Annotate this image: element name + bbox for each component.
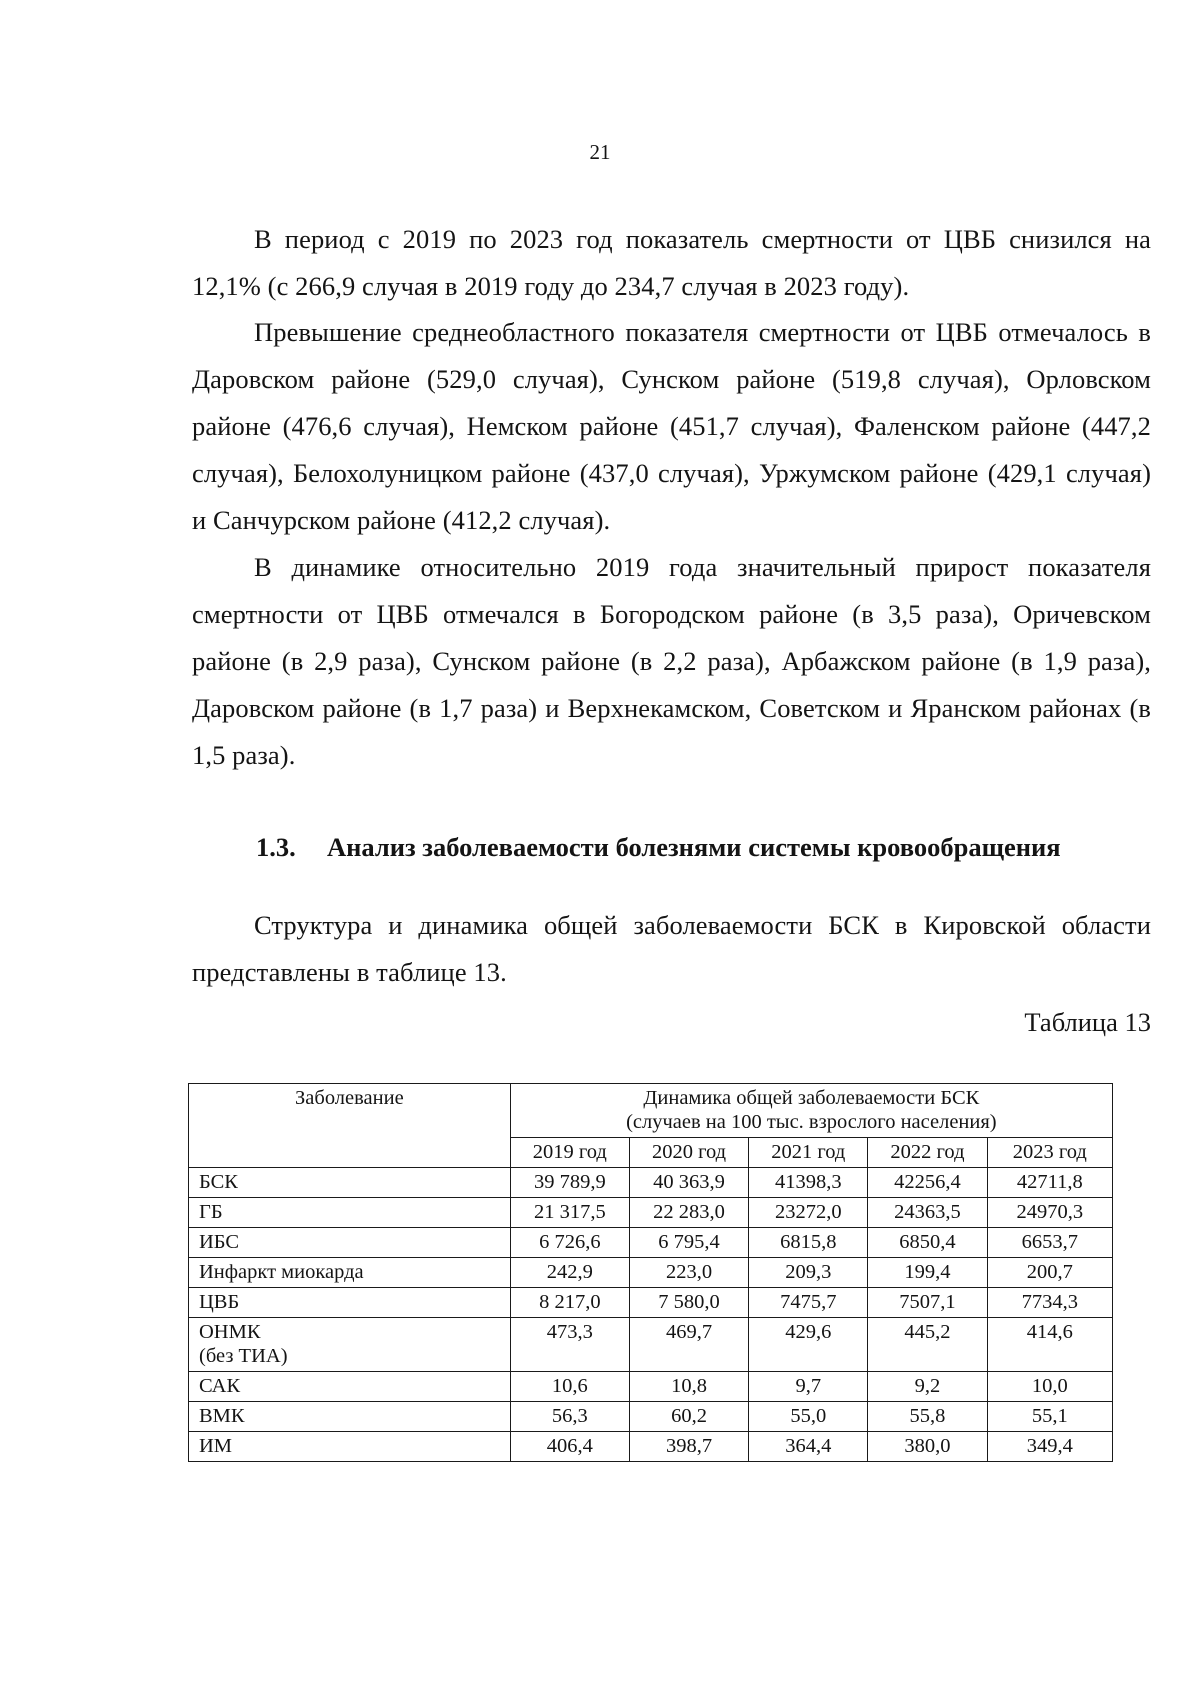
value-cell: 42711,8 [987,1168,1112,1198]
value-cell: 7507,1 [868,1288,987,1318]
disease-name-cell [189,1432,511,1462]
disease-name: ИМ [199,1435,233,1457]
table-row [189,1372,1113,1402]
value-cell: 39 789,9 [510,1168,629,1198]
value-cell: 10,6 [510,1372,629,1402]
value-cell: 56,3 [510,1402,629,1432]
value-cell: 7 580,0 [629,1288,748,1318]
value-cell: 24970,3 [987,1198,1112,1228]
column-header-year: 2021 год [749,1138,868,1168]
table-row [189,1168,1113,1198]
disease-name-cell [189,1168,511,1198]
value-cell: 10,8 [629,1372,748,1402]
disease-name-cell [189,1198,511,1228]
section-title: Анализ заболеваемости болезнями системы кровообращения [327,832,1061,862]
paragraph-mortality-excess-districts: Превышение среднеобластного показателя смертности от ЦВБ отмечалось в Даровском районе (529,0 случая), Сунском районе (519,8 случая), Орловском районе (476,6 случая), Немском районе (451,7 случая), Фаленском районе (447,2 случая), Белохолуницком районе (437,0 случая), Уржумском районе (429,1 случая) и Санчурском районе (412,2 случая). [192,317,1151,535]
column-header-group-line2: (случаев на 100 тыс. взрослого населения) [626,1111,997,1133]
table-row [189,1432,1113,1462]
disease-name-cell [189,1228,511,1258]
value-cell: 24363,5 [868,1198,987,1228]
column-header-group-line1: Динамика общей заболеваемости БСК [643,1087,980,1109]
column-header-year: 2019 год [510,1138,629,1168]
table-row [189,1288,1113,1318]
disease-name: ОНМК [199,1321,261,1343]
disease-name-cell [189,1258,511,1288]
value-cell: 40 363,9 [629,1168,748,1198]
value-cell: 9,2 [868,1372,987,1402]
table-body [189,1168,1113,1462]
disease-name: ГБ [199,1201,223,1223]
value-cell: 445,2 [868,1318,987,1372]
table-row [189,1228,1113,1258]
disease-name-cell [189,1318,511,1372]
value-cell: 349,4 [987,1432,1112,1462]
disease-name: ИБС [199,1231,240,1253]
value-cell: 41398,3 [749,1168,868,1198]
value-cell: 9,7 [749,1372,868,1402]
paragraph-mortality-growth-districts: В динамике относительно 2019 года значительный прирост показателя смертности от ЦВБ отмечался в Богородском районе (в 3,5 раза), Оричевском районе (в 2,9 раза), Сунском районе (в 2,2 раза), Арбажском районе (в 1,9 раза), Даровском районе (в 1,7 раза) и Верхнекамском, Советском и Яранском районах (в 1,5 раза). [192,552,1151,770]
disease-name: ВМК [199,1405,245,1427]
value-cell: 406,4 [510,1432,629,1462]
value-cell: 6815,8 [749,1228,868,1258]
value-cell: 242,9 [510,1258,629,1288]
value-cell: 429,6 [749,1318,868,1372]
column-header-disease: Заболевание [189,1084,511,1168]
value-cell: 55,0 [749,1402,868,1432]
paragraph-table-intro: Структура и динамика общей заболеваемости БСК в Кировской области представлены в таблице 13. [192,910,1151,987]
value-cell: 8 217,0 [510,1288,629,1318]
table-row [189,1402,1113,1432]
table-row [189,1318,1113,1372]
value-cell: 22 283,0 [629,1198,748,1228]
paragraph-mortality-decline: В период с 2019 по 2023 год показатель смертности от ЦВБ снизился на 12,1% (с 266,9 случая в 2019 году до 234,7 случая в 2023 году). [192,224,1151,301]
section-heading [256,827,1156,867]
value-cell: 380,0 [868,1432,987,1462]
value-cell: 209,3 [749,1258,868,1288]
disease-name: САК [199,1375,241,1397]
value-cell: 473,3 [510,1318,629,1372]
disease-name: Инфаркт миокарда [199,1261,364,1283]
value-cell: 6850,4 [868,1228,987,1258]
disease-name-note: (без ТИА) [199,1345,288,1367]
value-cell: 60,2 [629,1402,748,1432]
disease-name-cell [189,1288,511,1318]
column-header-group [510,1084,1112,1138]
column-header-year: 2020 год [629,1138,748,1168]
value-cell: 55,1 [987,1402,1112,1432]
section-number: 1.3. [256,832,296,862]
value-cell: 21 317,5 [510,1198,629,1228]
disease-name-cell [189,1372,511,1402]
page-number: 21 [589,140,611,164]
disease-name: БСК [199,1171,238,1193]
value-cell: 10,0 [987,1372,1112,1402]
value-cell: 200,7 [987,1258,1112,1288]
value-cell: 7475,7 [749,1288,868,1318]
value-cell: 223,0 [629,1258,748,1288]
value-cell: 6653,7 [987,1228,1112,1258]
value-cell: 23272,0 [749,1198,868,1228]
table-row [189,1198,1113,1228]
value-cell: 469,7 [629,1318,748,1372]
morbidity-table [188,1083,1113,1462]
disease-name-cell [189,1402,511,1432]
disease-name: ЦВБ [199,1291,240,1313]
column-header-year: 2023 год [987,1138,1112,1168]
value-cell: 7734,3 [987,1288,1112,1318]
table-caption: Таблица 13 [1024,1007,1151,1037]
value-cell: 6 795,4 [629,1228,748,1258]
value-cell: 398,7 [629,1432,748,1462]
value-cell: 55,8 [868,1402,987,1432]
value-cell: 414,6 [987,1318,1112,1372]
table-row [189,1258,1113,1288]
column-header-year: 2022 год [868,1138,987,1168]
value-cell: 364,4 [749,1432,868,1462]
value-cell: 199,4 [868,1258,987,1288]
value-cell: 6 726,6 [510,1228,629,1258]
value-cell: 42256,4 [868,1168,987,1198]
